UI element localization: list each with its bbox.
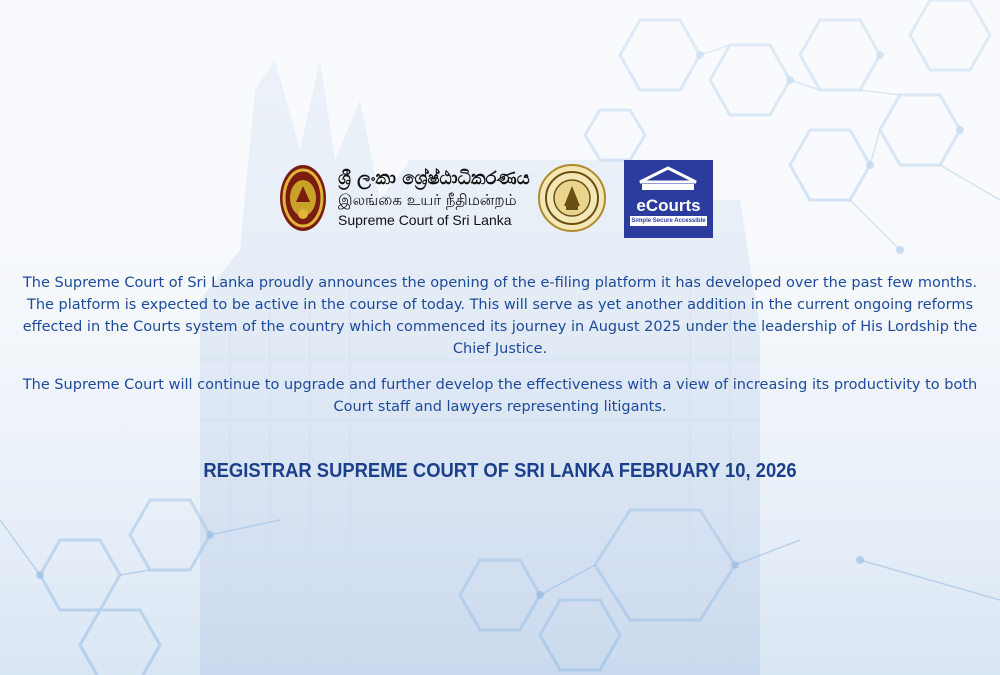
ecourts-label: eCourts [636,196,701,215]
sinhala-court-name: ශ්‍රී ලංකා ශ්‍රේෂ්ඨාධිකරණය [338,168,530,189]
supreme-court-seal-icon [538,164,606,232]
continuation-paragraph: The Supreme Court will continue to upgrade and further develop the effectiveness with a view of increasing its productivity to both Court staff and lawyers representing litigants. [22,377,978,415]
ecourts-tagline: Simple Secure Accessible [631,218,706,224]
tamil-court-name: இலங்கை உயர் நீதிமன்றம் [338,191,517,209]
sri-lanka-emblem-icon [278,162,328,234]
logo-row [278,158,718,242]
court-title-block [338,168,538,230]
courthouse-roof-icon [624,160,713,196]
english-court-name: Supreme Court of Sri Lanka [338,212,512,228]
registrar-signature-line: REGISTRAR SUPREME COURT OF SRI LANKA FEBRUARY 10, 2026 [203,460,797,482]
announcement-paragraph: The Supreme Court of Sri Lanka proudly announces the opening of the e-filing platform it has developed over the past few months. The platform is expected to be active in the course of today. This will serve as yet another addition in the current ongoing reforms effected in the Courts system of the country which commenced its journey in August 2025 under the leadership of His Lordship the Chief Justice. [22,275,978,357]
ecourts-logo [624,160,713,238]
